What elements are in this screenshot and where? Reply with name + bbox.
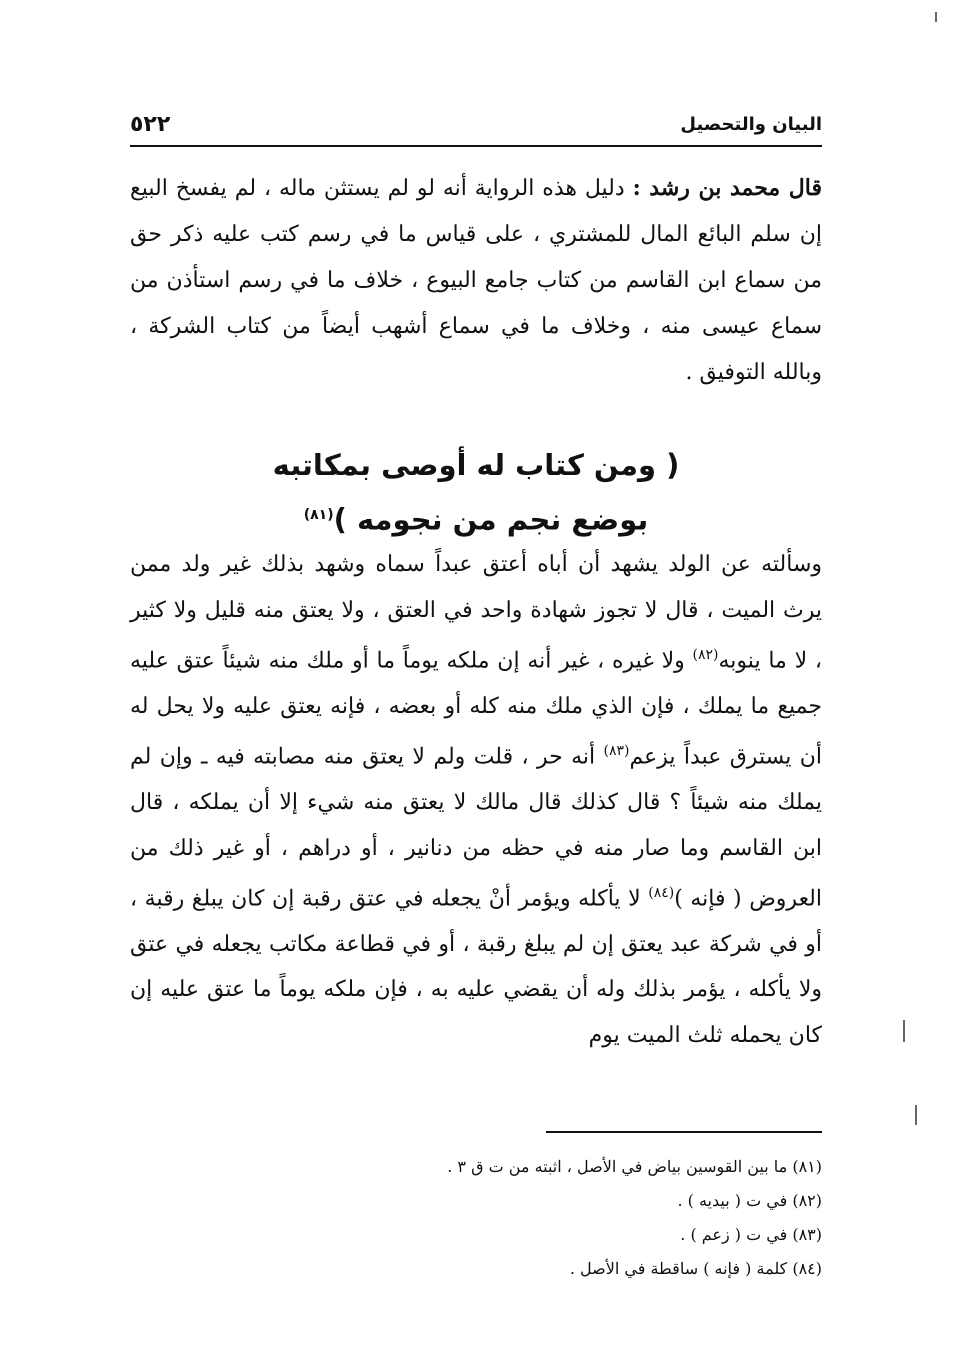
scan-mark [903,1020,905,1042]
paragraph-commentary [130,165,822,396]
scan-mark [915,1105,917,1125]
footnote-84: (٨٤) كلمة ( فإنه ) ساقطة في الأصل . [569,1259,822,1278]
question-text-3: أنه حر ، قلت ولم لا يعتق منه مصابته فيه ـ وإن لم يملك منه شيئاً ؟ قال كذلك قال مالك لا يعتق منه شيء إلا أن يملكه ، قال ابن القاسم وما صار منه في حظه من دنانير ، أو دراهم ، أو غير ذلك من العروض ( فإنه ) [130,744,823,912]
section-title-line2-wrap [130,490,822,545]
footnote-ref-83: (٨٣) [603,743,630,760]
scan-mark [935,12,937,22]
section-title-line2: بوضع نجم من نجومه ) [333,502,649,537]
footnote-ref-84: (٨٤) [648,885,675,902]
footnote-separator [546,1131,822,1133]
section-title-line1: ( ومن كتاب له أوصى بمكاتبه [272,448,680,482]
commentary-text: دليل هذه الرواية أنه لو لم يستثن ماله ، لم يفسخ البيع إن سلم البائع المال للمشتري ، على قياس ما في رسم كتب عليه ذكر حق من سماع ابن القاسم من كتاب جامع البيوع ، خلاف ما في رسم استأذن من سماع عيسى منه ، وخلاف ما في سماع أشهب أيضاً من كتاب الشركة ، وبالله التوفيق . [130,176,822,385]
footnote-81: (٨١) ما بين القوسين بياض في الأصل ، اثبته من ت ق ٣ . [447,1157,822,1176]
footnote-ref-82: (٨٢) [692,647,719,663]
page-header [130,103,822,147]
paragraph-question [130,542,822,1058]
running-title: البيان والتحصيل [680,113,822,135]
page-number: ٥٢٢ [130,111,171,137]
footnote-ref-81: (٨١) [303,507,334,523]
footnote-83: (٨٣) في ت ( زعم ) . [680,1225,822,1244]
footnote-82: (٨٢) في ت ( بيديه ) . [677,1191,822,1210]
commentary-lead: قال محمد بن رشد : [632,175,822,201]
footnotes [130,1150,822,1286]
question-text-2: ولا غيره ، غير أنه إن ملكه يوماً ما أو ملك منه شيئاً عتق عليه جميع ما يملك ، فإن الذي ملك منه كله أو بعضه ، فإنه يعتق عليه ولا يحل له أن يسترق عبداً يزعم [130,648,822,770]
question-text-1: وسألته عن الولد يشهد أن أباه أعتق عبداً سماه وشهد بذلك غير ولد ممن يرث الميت ، قال لا تجوز شهادة واحد في العتق ، ولا يعتق منه قليل ولا كثير ، لا ما ينوبه [130,552,822,674]
question-text-4: لا يأكله ويؤمر أنْ يجعله في عتق رقبة إن كان يبلغ رقبة ، أو في شركة عبد يعتق إن لم يبلغ رقبة ، أو في قطاعة مكاتب يجعله في عتق ولا يأكله ، يؤمر بذلك وله أن يقضي عليه به ، فإن ملكه يوماً ما عتق عليه إن كان يحمله ثلث الميت يوم [130,886,822,1048]
section-title [130,440,822,545]
